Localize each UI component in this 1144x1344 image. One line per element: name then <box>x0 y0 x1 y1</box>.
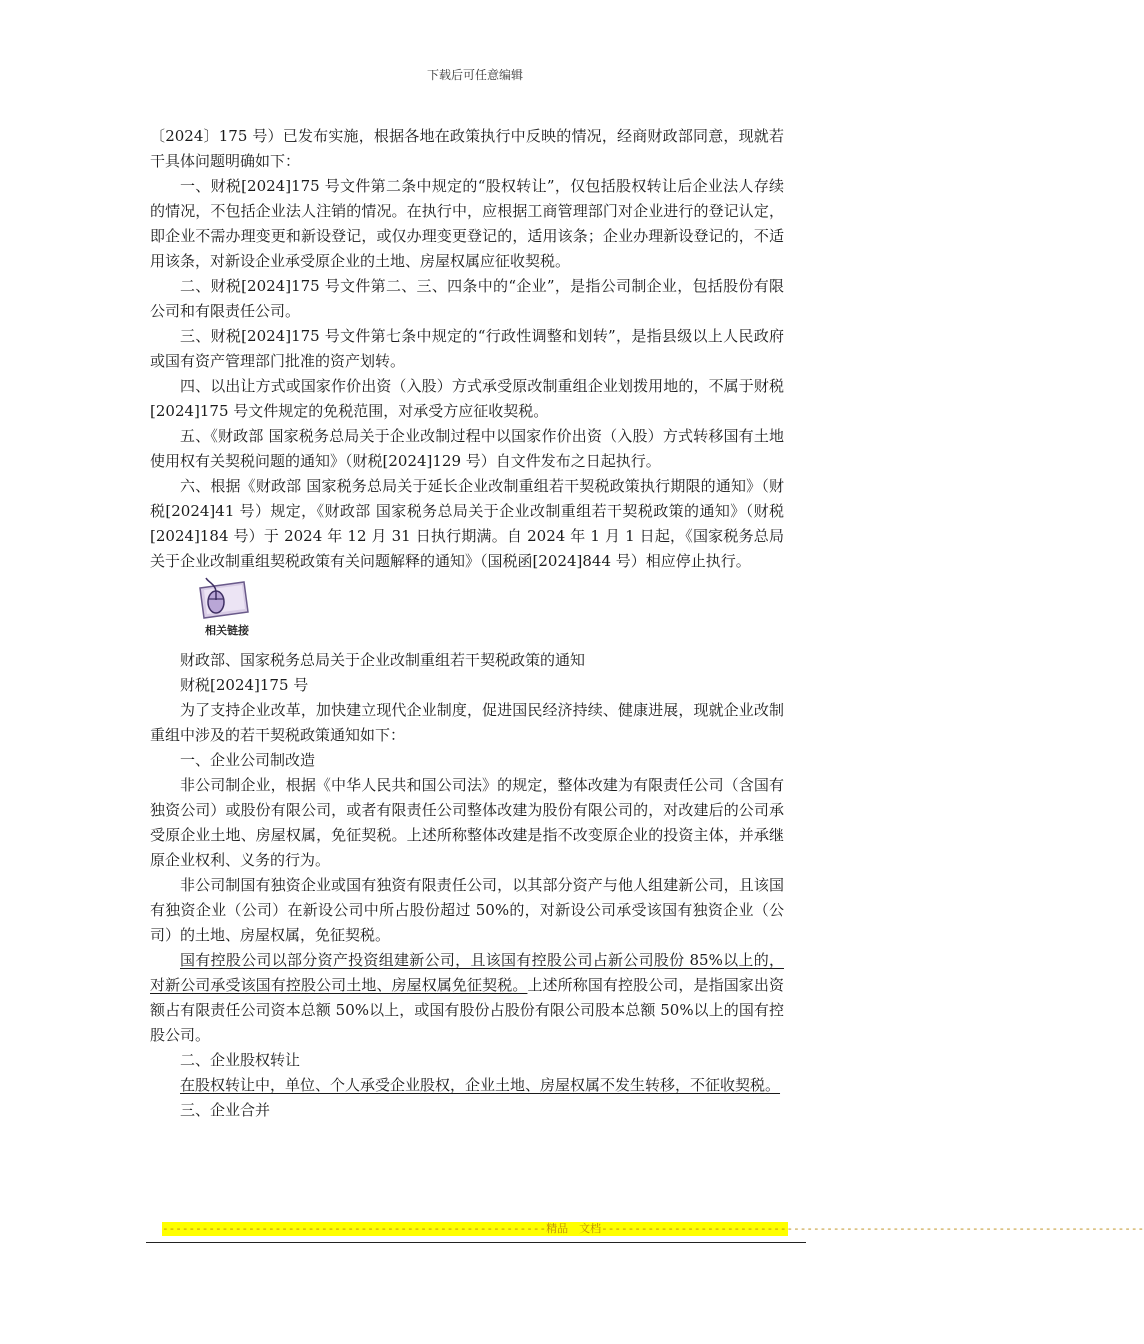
footer-left-dashes: ---------------------------------------------------------- <box>162 1222 547 1235</box>
underlined-text: 国有控股公司以部分资产投资组建新公司，且该国有控股公司占新公司股份 85%以上的，对新公司承受该国有控股公司土地、房屋权属免征契税。 <box>150 951 784 994</box>
related-doc-title: 财政部、国家税务总局关于企业改制重组若干契税政策的通知 <box>180 651 586 669</box>
related-doc-number: 财税[2024]175 号 <box>180 676 309 694</box>
page-header-note: 下载后可任意编辑 <box>426 68 523 82</box>
footer-label: 精品 文档 <box>546 1222 602 1235</box>
section-1-paragraph-3-rest: 上述所称国有控股公司，是指国家出资额占有限责任公司资本总额 50%以上，或国有股份占股份有限公司股本总额 50%以上的国有控股公司。 <box>150 976 784 1044</box>
footer-divider <box>146 1242 806 1243</box>
clause-6: 六、根据《财政部 国家税务总局关于延长企业改制重组若干契税政策执行期限的通知》（财税[2024]41 号）规定，《财政部 国家税务总局关于企业改制重组若干契税政策的通知》（财税[2024]184 号）于 2024 年 12 月 31 日执行期满。自 2024 年 1 月 1 日起，《国家税务总局关于企业改制重组契税政策有关问题解释的通知》（国税函[2024]844 号）相应停止执行。 <box>150 477 784 570</box>
footer-right-dashes: ---------------------------------------------------------------------------------- <box>601 1222 1144 1235</box>
clause-3: 三、财税[2024]175 号文件第七条中规定的“行政性调整和划转”，是指县级以上人民政府或国有资产管理部门批准的资产划转。 <box>150 327 784 370</box>
related-links[interactable] <box>188 578 298 638</box>
clause-5: 五、《财政部 国家税务总局关于企业改制过程中以国家作价出资（入股）方式转移国有土地使用权有关契税问题的通知》（财税[2024]129 号）自文件发布之日起执行。 <box>150 427 784 470</box>
section-1-paragraph-2: 非公司制国有独资企业或国有独资有限责任公司，以其部分资产与他人组建新公司，且该国有独资企业（公司）在新设公司中所占股份超过 50%的，对新设公司承受该国有独资企业（公司）的土地、房屋权属，免征契税。 <box>150 876 784 944</box>
section-3-heading: 三、企业合并 <box>180 1101 271 1119</box>
section-1-paragraph-3 <box>150 948 784 1048</box>
document-body <box>150 124 784 1123</box>
section-2-heading: 二、企业股权转让 <box>180 1051 301 1069</box>
related-links-label: 相关链接 <box>205 624 249 637</box>
clause-4: 四、以出让方式或国家作价出资（入股）方式承受原改制重组企业划拨用地的，不属于财税[2024]175 号文件规定的免税范围，对承受方应征收契税。 <box>150 377 784 420</box>
clause-2: 二、财税[2024]175 号文件第二、三、四条中的“企业”，是指公司制企业，包括股份有限公司和有限责任公司。 <box>150 277 784 320</box>
section-2-paragraph-1 <box>150 1073 784 1098</box>
section-1-heading: 一、企业公司制改造 <box>180 751 316 769</box>
related-preface: 为了支持企业改革，加快建立现代企业制度，促进国民经济持续、健康进展，现就企业改制重组中涉及的若干契税政策通知如下： <box>150 701 784 744</box>
footer-banner <box>162 1222 1144 1236</box>
section-1-paragraph-1: 非公司制企业，根据《中华人民共和国公司法》的规定，整体改建为有限责任公司（含国有独资公司）或股份有限公司，或者有限责任公司整体改建为股份有限公司的，对改建后的公司承受原企业土地、房屋权属，免征契税。上述所称整体改建是指不改变原企业的投资主体，并承继原企业权利、义务的行为。 <box>150 776 784 869</box>
underlined-text: 在股权转让中，单位、个人承受企业股权，企业土地、房屋权属不发生转移，不征收契税。 <box>180 1076 781 1094</box>
clause-1: 一、财税[2024]175 号文件第二条中规定的“股权转让”，仅包括股权转让后企业法人存续的情况，不包括企业法人注销的情况。在执行中，应根据工商管理部门对企业进行的登记认定，即企业不需办理变更和新设登记，或仅办理变更登记的，适用该条；企业办理新设登记的，不适用该条，对新设企业承受原企业的土地、房屋权属应征收契税。 <box>150 177 784 270</box>
mouse-link-icon <box>194 578 250 620</box>
intro-paragraph: 〔2024〕175 号）已发布实施，根据各地在政策执行中反映的情况，经商财政部同意，现就若干具体问题明确如下： <box>150 127 784 170</box>
